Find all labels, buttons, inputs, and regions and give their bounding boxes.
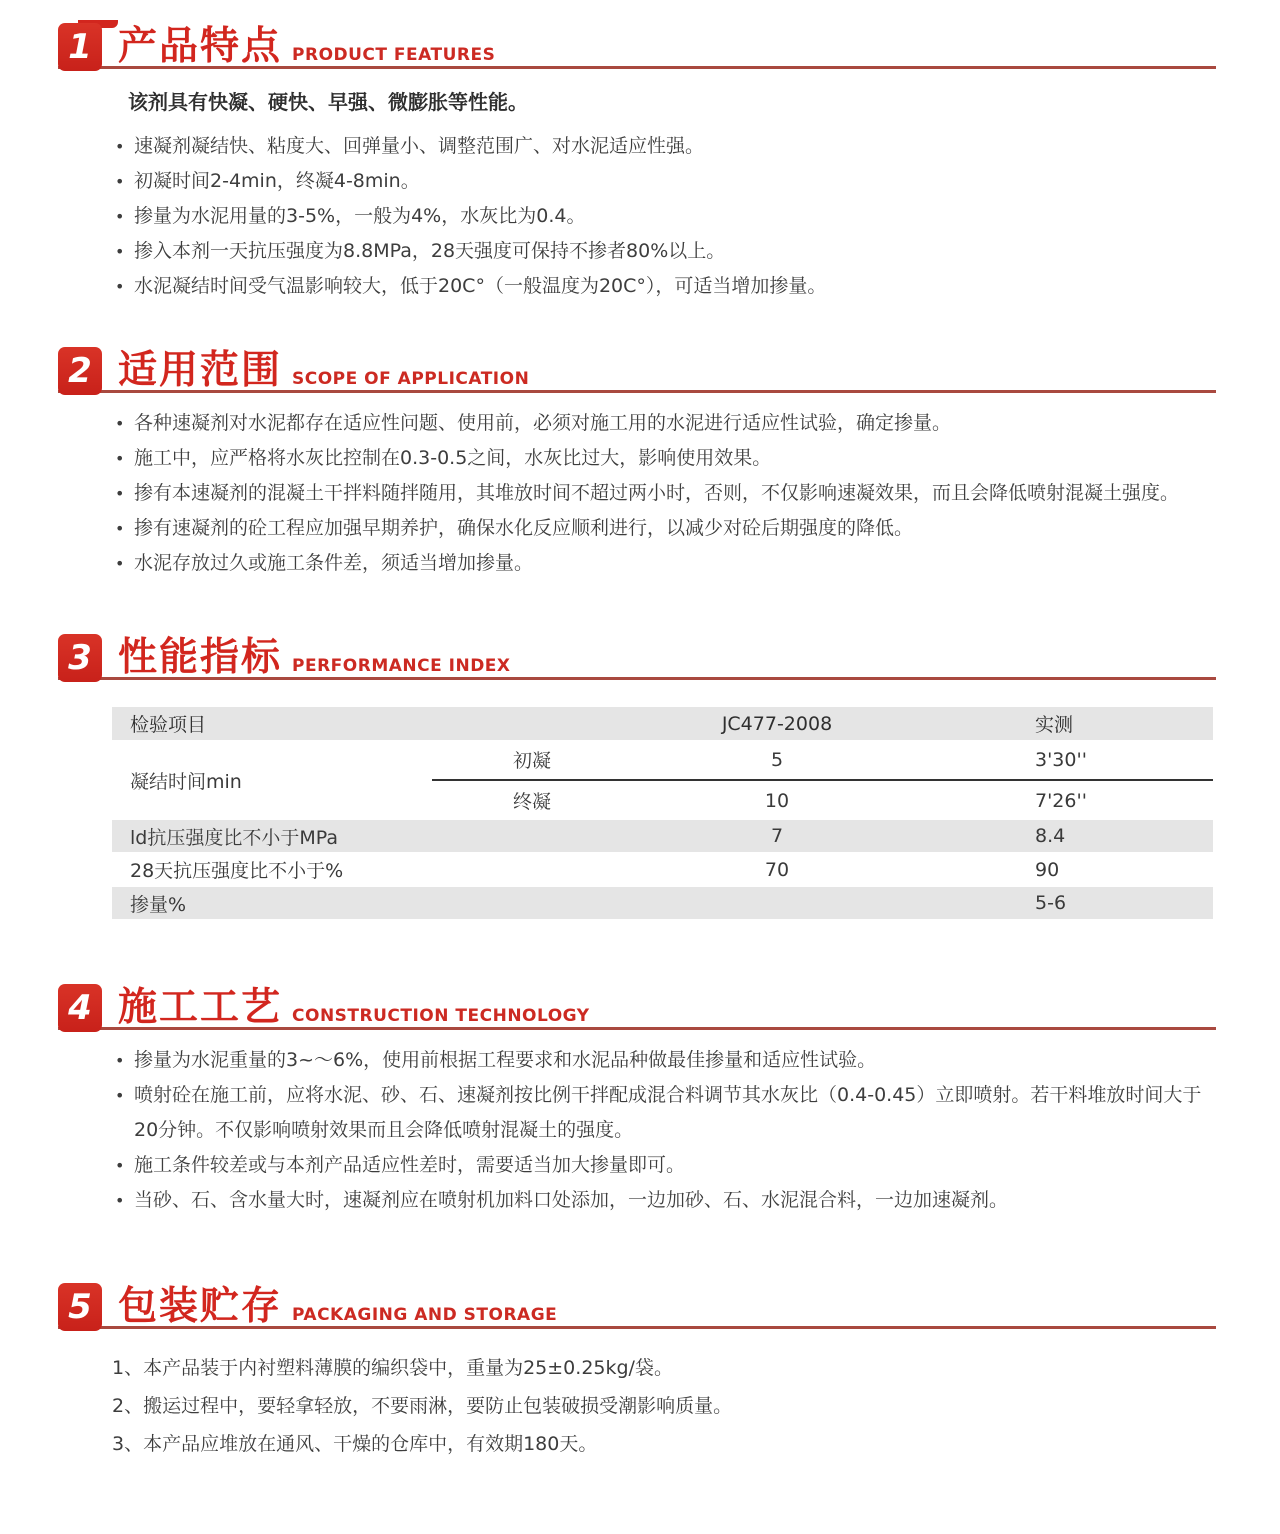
- product-spec-page: [0, 20, 1280, 1534]
- performance-table: [112, 707, 1213, 919]
- construction-bullet-list: [0, 1043, 1216, 1218]
- section-product-features: [0, 20, 1280, 304]
- cell-standard: 5: [770, 748, 784, 771]
- bullet-item: • 掺有速凝剂的砼工程应加强早期养护，确保水化反应顺利进行，以减少对砼后期强度的降低。: [112, 511, 1216, 546]
- section-5-header: [58, 1280, 1216, 1329]
- cell-sub: 终凝: [512, 791, 551, 813]
- section-1-header: [58, 20, 1216, 69]
- bullet-item: • 掺量为水泥用量的3-5%，一般为4%，水灰比为0.4。: [112, 199, 1216, 234]
- section-performance-index: [0, 631, 1280, 919]
- section-title-en: PACKAGING AND STORAGE: [292, 1305, 558, 1325]
- bullet-item: • 速凝剂凝结快、粘度大、回弹量小、调整范围广、对水泥适应性强。: [112, 129, 1216, 164]
- bullet-item: • 当砂、石、含水量大时，速凝剂应在喷射机加料口处添加，一边加砂、石、水泥混合料，一边加速凝剂。: [112, 1183, 1216, 1218]
- bullet-item: • 水泥凝结时间受气温影响较大，低于20C°（一般温度为20C°），可适当增加掺量。: [112, 269, 1216, 304]
- section-number-badge: [58, 1283, 102, 1331]
- section-number-badge: [58, 23, 102, 71]
- section-number: 3: [68, 638, 92, 678]
- bullet-item: • 施工条件较差或与本剂产品适应性差时，需要适当加大掺量即可。: [112, 1148, 1216, 1183]
- table-header-standard: JC477-2008: [721, 712, 833, 735]
- cell-measured: 8.4: [1035, 825, 1066, 847]
- table-row-28d-strength: [112, 852, 1213, 887]
- table-header-measured: 实测: [1035, 714, 1074, 736]
- bullet-item: • 施工中，应严格将水灰比控制在0.3-0.5之间，水灰比过大，影响使用效果。: [112, 441, 1216, 476]
- numbered-item: 3、本产品应堆放在通风、干燥的仓库中，有效期180天。: [112, 1433, 598, 1455]
- features-intro: 该剂具有快凝、硬快、早强、微膨胀等性能。: [128, 90, 528, 114]
- section-number-badge: [58, 984, 102, 1032]
- section-title-en: CONSTRUCTION TECHNOLOGY: [292, 1006, 590, 1026]
- section-scope-of-application: [0, 344, 1280, 581]
- table-row-dosage: [112, 887, 1213, 919]
- section-title-en: PERFORMANCE INDEX: [292, 656, 511, 676]
- section-packaging-storage: [0, 1280, 1280, 1463]
- section-4-header: [58, 981, 1216, 1030]
- table-row-initial-setting: [432, 740, 1213, 779]
- section-title-zh: 包装贮存: [118, 1284, 283, 1329]
- bullet-item: • 掺有本速凝剂的混凝土干拌料随拌随用，其堆放时间不超过两小时，否则，不仅影响速凝效果，而且会降低喷射混凝土强度。: [112, 476, 1216, 511]
- cell-item: ld抗压强度比不小于MPa: [130, 826, 338, 849]
- setting-time-label: 凝结时间min: [130, 770, 242, 793]
- section-title-en: PRODUCT FEATURES: [292, 45, 496, 65]
- cell-standard: 70: [764, 858, 790, 881]
- cell-measured: 5-6: [1035, 892, 1067, 914]
- table-header-item: 检验项目: [130, 714, 207, 736]
- features-bullet-list: [0, 129, 1216, 304]
- section-3-header: [58, 631, 1216, 680]
- setting-time-block: [112, 740, 1213, 820]
- cell-item: 掺量%: [130, 893, 187, 916]
- section-title-zh: 性能指标: [118, 635, 283, 680]
- cell-measured: 3'30'': [1035, 748, 1087, 771]
- cell-measured: 7'26'': [1035, 789, 1087, 812]
- section-title-zh: 施工工艺: [118, 985, 283, 1030]
- cell-standard: 10: [764, 789, 790, 812]
- numbered-item: 1、本产品装于内衬塑料薄膜的编织袋中，重量为25±0.25kg/袋。: [112, 1357, 673, 1379]
- bullet-item: • 喷射砼在施工前，应将水泥、砂、石、速凝剂按比例干拌配成混合料调节其水灰比（0.4-0.45）立即喷射。若干料堆放时间大于20分钟。不仅影响喷射效果而且会降低喷射混凝土的强度。: [112, 1078, 1216, 1148]
- section-title-en: SCOPE OF APPLICATION: [292, 369, 530, 389]
- section-number: 5: [68, 1287, 92, 1327]
- bullet-item: • 掺入本剂一天抗压强度为8.8MPa，28天强度可保持不掺者80%以上。: [112, 234, 1216, 269]
- cell-measured: 90: [1035, 858, 1060, 881]
- bullet-item: • 水泥存放过久或施工条件差，须适当增加掺量。: [112, 546, 1216, 581]
- table-header-row: [112, 707, 1213, 740]
- bullet-item: • 各种速凝剂对水泥都存在适应性问题、使用前，必须对施工用的水泥进行适应性试验，确定掺量。: [112, 406, 1216, 441]
- section-number-badge: [58, 347, 102, 395]
- section-number-badge: [58, 634, 102, 682]
- section-construction-technology: [0, 981, 1280, 1218]
- cell-item: 28天抗压强度比不小于%: [130, 860, 344, 882]
- section-title-zh: 适用范围: [118, 348, 283, 393]
- section-number: 4: [68, 988, 92, 1028]
- packaging-list: [0, 1349, 1216, 1463]
- bullet-item: • 初凝时间2-4min，终凝4-8min。: [112, 164, 1216, 199]
- table-row-1d-strength: [112, 820, 1213, 852]
- setting-time-rows: [432, 740, 1213, 820]
- cell-sub: 初凝: [512, 750, 551, 772]
- section-number: 1: [68, 27, 92, 67]
- table-row-final-setting: [432, 779, 1213, 820]
- scope-bullet-list: [0, 406, 1216, 581]
- section-number: 2: [68, 351, 92, 391]
- numbered-item: 2、搬运过程中，要轻拿轻放，不要雨淋，要防止包装破损受潮影响质量。: [112, 1395, 733, 1417]
- bullet-item: • 掺量为水泥重量的3~～6%，使用前根据工程要求和水泥品种做最佳掺量和适应性试验。: [112, 1043, 1216, 1078]
- section-title-zh: 产品特点: [118, 24, 283, 69]
- cell-standard: 7: [770, 825, 784, 847]
- section-2-header: [58, 344, 1216, 393]
